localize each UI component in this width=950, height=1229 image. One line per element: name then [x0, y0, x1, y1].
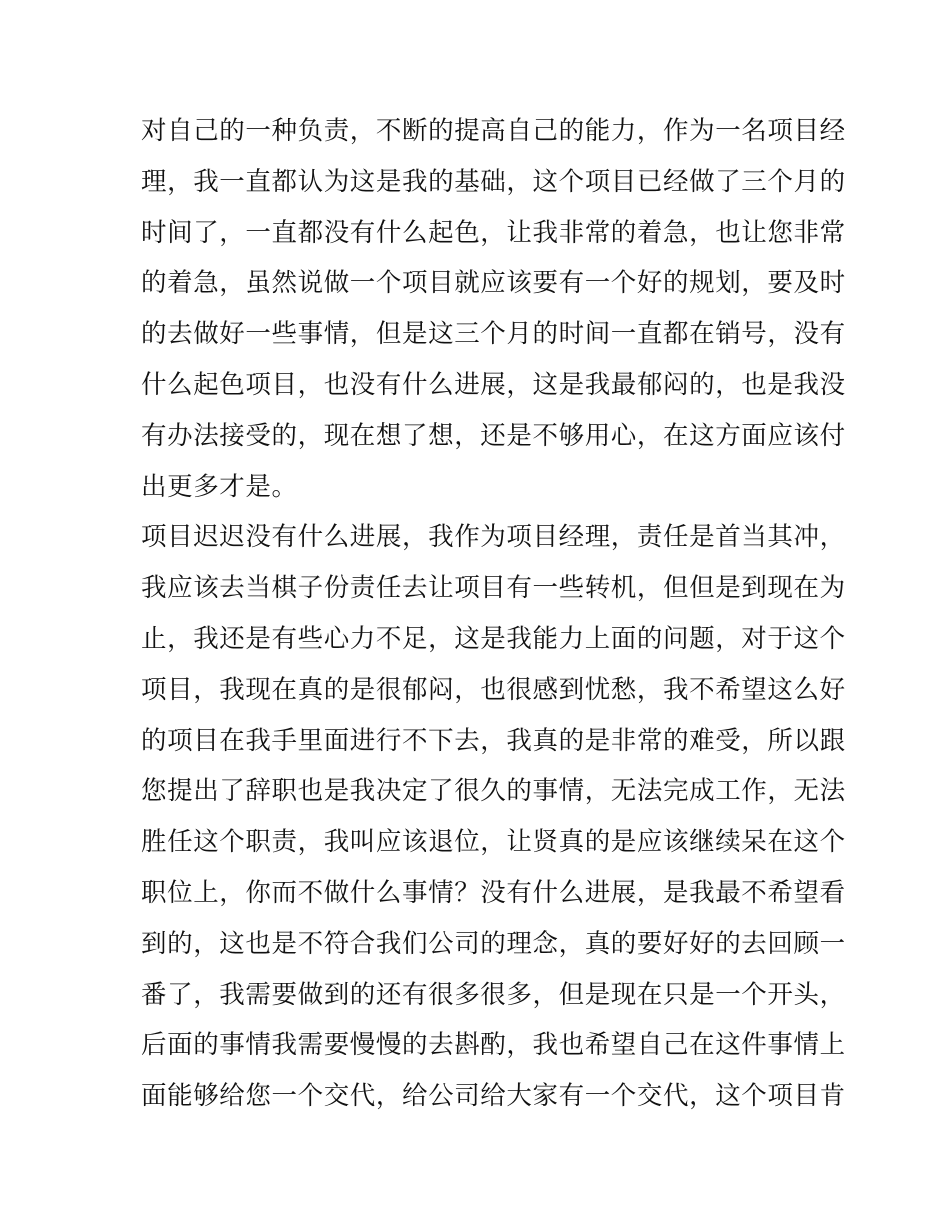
text-line: 的着急，虽然说做一个项目就应该要有一个好的规划，要及时 [141, 268, 846, 299]
text-line: 止，我还是有些心力不足，这是我能力上面的问题，对于这个 [141, 623, 846, 654]
text-line: 出更多才是。 [141, 471, 298, 502]
document-body [141, 106, 846, 1122]
text-line: 面能够给您一个交代，给公司给大家有一个交代，这个项目肯 [141, 1081, 846, 1112]
text-line: 的去做好一些事情，但是这三个月的时间一直都在销号，没有 [141, 319, 846, 350]
text-line: 胜任这个职责，我叫应该退位，让贤真的是应该继续呆在这个 [141, 827, 846, 858]
text-line: 我应该去当棋子份责任去让项目有一些转机，但但是到现在为 [141, 573, 846, 604]
text-line: 时间了，一直都没有什么起色，让我非常的着急，也让您非常 [141, 217, 846, 248]
text-line: 番了，我需要做到的还有很多很多，但是现在只是一个开头， [141, 979, 846, 1010]
text-line: 的项目在我手里面进行不下去，我真的是非常的难受，所以跟 [141, 725, 846, 756]
text-line: 后面的事情我需要慢慢的去斟酌，我也希望自己在这件事情上 [141, 1030, 846, 1061]
text-line: 您提出了辞职也是我决定了很久的事情，无法完成工作，无法 [141, 776, 846, 807]
text-line: 有办法接受的，现在想了想，还是不够用心，在这方面应该付 [141, 420, 846, 451]
text-line: 对自己的一种负责，不断的提高自己的能力，作为一名项目经 [141, 116, 846, 146]
text-line: 理，我一直都认为这是我的基础，这个项目已经做了三个月的 [141, 166, 846, 197]
text-line: 到的，这也是不符合我们公司的理念，真的要好好的去回顾一 [141, 928, 846, 959]
text-line: 职位上，你而不做什么事情？没有什么进展，是我最不希望看 [141, 877, 846, 908]
text-line: 什么起色项目，也没有什么进展，这是我最郁闷的，也是我没 [141, 369, 846, 400]
text-line: 项目，我现在真的是很郁闷，也很感到忧愁，我不希望这么好 [141, 674, 846, 705]
text-line: 项目迟迟没有什么进展，我作为项目经理，责任是首当其冲， [141, 522, 846, 553]
